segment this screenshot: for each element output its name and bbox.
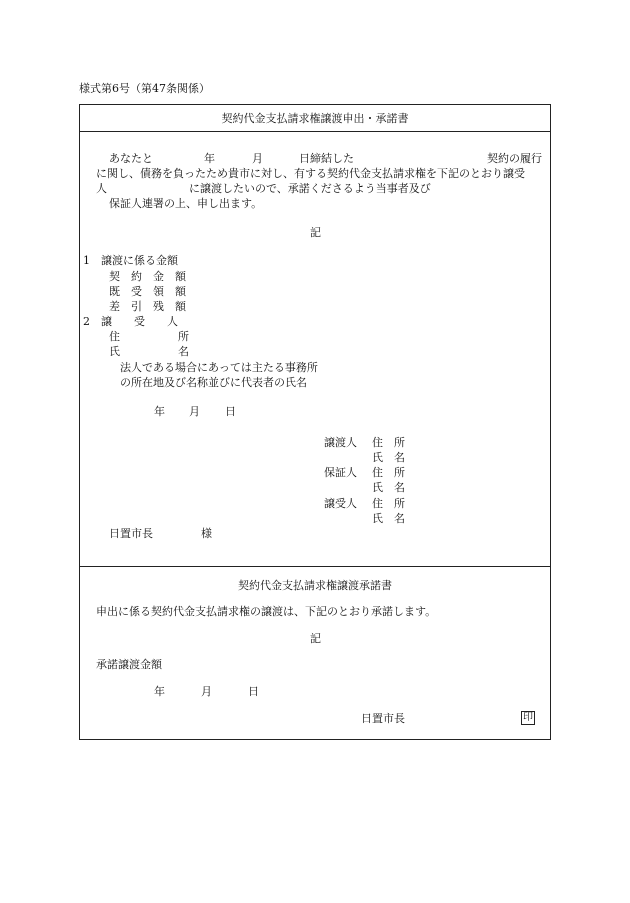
transferee-name-b: 名 [178,345,189,358]
body-line3-b: に譲渡したいので、承諾くださるよう当事者及び [189,182,431,195]
transferee-address: 住 所 [372,497,405,510]
approval-ki: 記 [310,632,321,645]
form-title: 契約代金支払請求権譲渡申出・承諾書 [221,112,409,125]
approval-month: 月 [201,685,212,698]
transferee-address-a: 住 [109,330,120,343]
transferee-name-a: 氏 [109,345,120,358]
ki-label: 記 [310,226,321,239]
corporation-note-1: 法人である場合にあっては主たる事務所 [120,361,318,374]
remaining-amount-label: 差 引 残 額 [109,300,186,313]
form-number-label: 様式第6号（第47条関係） [79,82,210,95]
section2-heading: 譲 受 人 [101,315,178,328]
approved-amount-label: 承諾譲渡金額 [96,658,162,671]
approval-mayor: 日置市長 [361,712,405,725]
addressee-mayor: 日置市長 [109,527,153,540]
body-line1-day: 日締結した [299,152,354,165]
transferee-name: 氏 名 [372,512,405,525]
section-divider [79,566,551,567]
body-line1-end: 契約の履行 [487,152,542,165]
transferee-label: 譲受人 [324,497,357,510]
corporation-note-2: の所在地及び名称並びに代表者の氏名 [120,376,307,389]
body-line4: 保証人連署の上、申し出ます。 [109,197,263,210]
date-day: 日 [225,405,236,418]
body-line1-start: あなたと [109,152,153,165]
guarantor-label: 保証人 [324,466,357,479]
section2-number: 2 [83,315,90,328]
transferor-name: 氏 名 [372,451,405,464]
approval-text: 申出に係る契約代金支払請求権の譲渡は、下記のとおり承諾します。 [96,605,437,618]
body-line2: に関し、債務を負ったため貴市に対し、有する契約代金支払請求権を下記のとおり譲受 [96,167,525,180]
body-line1-month: 月 [252,152,263,165]
date-month: 月 [189,405,200,418]
body-line3-a: 人 [96,182,107,195]
seal-mark: 印 [523,712,533,723]
received-amount-label: 既 受 領 額 [109,285,186,298]
body-line1-year: 年 [204,152,215,165]
approval-year: 年 [154,685,165,698]
contract-amount-label: 契 約 金 額 [109,270,186,283]
transferor-address: 住 所 [372,436,405,449]
addressee-sama: 様 [201,527,212,540]
date-year: 年 [154,405,165,418]
guarantor-name: 氏 名 [372,481,405,494]
title-divider [79,131,551,132]
guarantor-address: 住 所 [372,466,405,479]
transferee-address-b: 所 [178,330,189,343]
approval-day: 日 [248,685,259,698]
transferor-label: 譲渡人 [324,436,357,449]
section1-heading: 1 譲渡に係る金額 [83,254,178,267]
approval-title: 契約代金支払請求権譲渡承諾書 [238,579,392,592]
